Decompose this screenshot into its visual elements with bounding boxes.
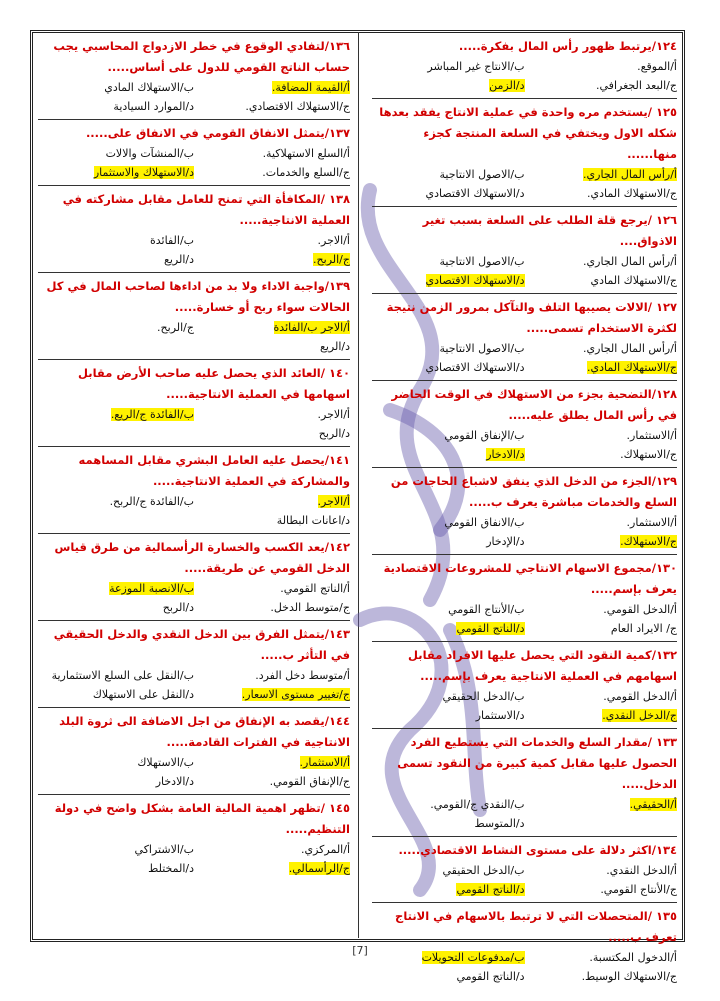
answer-option (194, 511, 350, 530)
question-text: ١٣٩/واجبة الاداء ولا بد من اداءها لصاحب المال في كل الحالات سواء ربح أو خسارة..... (46, 279, 350, 314)
answer-option-highlighted (194, 685, 350, 704)
answer-option-text: ب/مدفوعات التحويلات (421, 951, 525, 964)
answer-option-text: ب/الفائدة ج/الريع. (110, 408, 194, 421)
answer-option (194, 231, 350, 250)
question-block (372, 210, 677, 290)
answer-option (194, 144, 350, 163)
answer-option-text: ج/الأنتاج القومي. (600, 883, 677, 896)
answer-option-text: أ/الموقع. (637, 60, 677, 73)
answer-option-text: د/الإدخار (486, 535, 525, 548)
answer-option-text: د/الادخار (486, 448, 525, 461)
answer-option (372, 339, 525, 358)
answer-option-text: ج/ الايراد العام (610, 622, 677, 635)
question-separator (372, 467, 677, 468)
answer-option-highlighted (194, 318, 350, 337)
answer-option (372, 706, 525, 725)
question-text: ١٣٦/لتفادي الوقوع في خطر الازدواج المحاسبي يجب حساب الناتج القومي للدول على أساس..... (53, 39, 350, 74)
answer-option-text: ب/الفائدة (150, 234, 194, 247)
answer-option-text: ب/الاستهلاك المادي (104, 81, 194, 94)
question-block (372, 840, 677, 899)
answer-option-text: ب/الاشتراكي (134, 843, 194, 856)
answer-option-highlighted (372, 76, 525, 95)
answer-option-highlighted (194, 78, 350, 97)
answer-options (372, 426, 677, 464)
answer-option (194, 840, 350, 859)
answer-option-highlighted (525, 358, 678, 377)
answer-option (194, 579, 350, 598)
answer-option (38, 318, 194, 337)
answer-option-text: د/الزمن (489, 79, 525, 92)
answer-option-text: أ/الاستثمار. (626, 429, 677, 442)
answer-option (525, 252, 678, 271)
answer-option (194, 97, 350, 116)
answer-option-highlighted (372, 271, 525, 290)
answer-option (38, 78, 194, 97)
answer-option (372, 814, 525, 833)
answer-option (525, 76, 678, 95)
question-text: ١٣٤/اكثر دلالة على مستوى النشاط الاقتصادي..... (398, 843, 677, 857)
answer-option-text: د/الادخار (155, 775, 194, 788)
question-block (372, 645, 677, 725)
answer-options (372, 165, 677, 203)
question-text: ١٣٨ /المكافأة التي تمنح للعامل مقابل مشاركته في العملية الانتاجية..... (62, 192, 350, 227)
answer-options (372, 57, 677, 95)
answer-option (525, 426, 678, 445)
question-separator (38, 533, 350, 534)
answer-option-text: د/الريع (320, 340, 350, 353)
question-text: ١٢٩/الجزء من الدخل الذي ينفق لاشباع الحاجات من السلع والخدمات مباشرة يعرف ب..... (390, 474, 677, 509)
question-block (38, 537, 350, 617)
answer-option-text: د/الاستهلاك الاقتصادي (425, 361, 525, 374)
answer-option-text: د/الموارد السيادية (113, 100, 194, 113)
question-block (38, 450, 350, 530)
question-block (38, 711, 350, 791)
answer-options (372, 513, 677, 551)
answer-option (372, 967, 525, 986)
answer-option (372, 795, 525, 814)
question-text: ١٢٤/يرتبط ظهور رأس المال بفكرة..... (458, 39, 677, 53)
question-separator (38, 359, 350, 360)
answer-option (372, 687, 525, 706)
answer-option-highlighted (372, 445, 525, 464)
answer-option-text: ج/الاستهلاك المادي. (587, 361, 677, 374)
question-separator (372, 293, 677, 294)
answer-option-highlighted (38, 579, 194, 598)
answer-option-text: د/الريع (164, 253, 194, 266)
answer-option (525, 619, 678, 638)
answer-option (38, 511, 194, 530)
answer-option (372, 426, 525, 445)
question-block (372, 297, 677, 377)
answer-option-highlighted (194, 250, 350, 269)
answer-option-text: ج/الربح. (157, 321, 194, 334)
answer-option (372, 861, 525, 880)
answer-option-highlighted (194, 859, 350, 878)
answer-option-highlighted (525, 795, 678, 814)
question-text: ١٣٣ /مقدار السلع والخدمات التي يستطيع الفرد الحصول عليها مقابل كمية كبيرة من النقود تسمى الدخل..... (397, 735, 677, 791)
answer-option-text: أ/متوسط دخل الفرد. (255, 669, 350, 682)
answer-option-text: ب/الإنفاق القومي (444, 429, 525, 442)
answer-option-text: ج/متوسط الدخل. (270, 601, 350, 614)
answer-option (525, 57, 678, 76)
question-block (372, 558, 677, 638)
question-block (372, 732, 677, 833)
answer-option (525, 600, 678, 619)
answer-option-text: أ/الاستثمار. (626, 516, 677, 529)
question-block (372, 471, 677, 551)
answer-option (372, 184, 525, 203)
answer-option-highlighted (38, 405, 194, 424)
question-separator (372, 206, 677, 207)
left-column (38, 36, 350, 878)
answer-option-text: ب/الدخل الحقيقي (442, 690, 525, 703)
question-separator (38, 446, 350, 447)
answer-option-text: أ/الحقيقي. (629, 798, 677, 811)
answer-option-text: ب/المنشآت والالات (105, 147, 194, 160)
answer-option-text: ب/الاصول الانتاجية (439, 342, 525, 355)
question-separator (38, 620, 350, 621)
answer-option (38, 753, 194, 772)
answer-option-text: ب/النقل على السلع الاستثمارية (51, 669, 194, 682)
answer-option-highlighted (194, 492, 350, 511)
answer-option-text: ج/الدخل النقدي. (602, 709, 677, 722)
answer-option-text: أ/الاستثمار. (299, 756, 350, 769)
answer-option (372, 165, 525, 184)
answer-option-text: أ/الدخل النقدي. (606, 864, 677, 877)
answer-option (38, 840, 194, 859)
answer-option-text: ج/الاستهلاك. (620, 535, 677, 548)
answer-option (38, 685, 194, 704)
answer-option-text: ب/الانفاق القومي (444, 516, 525, 529)
answer-option-text: د/الاستثمار (475, 709, 525, 722)
question-text: ١٣٧/يتمثل الانفاق القومي في الانفاق على..... (85, 126, 350, 140)
answer-option-highlighted (525, 706, 678, 725)
answer-option-text: ب/الفائدة ج/الربح. (109, 495, 194, 508)
question-block (38, 276, 350, 356)
answer-option-highlighted (372, 619, 525, 638)
answer-option-text: أ/الدخل القومي. (603, 603, 677, 616)
answer-option-text: د/الاستهلاك الاقتصادي (425, 187, 525, 200)
question-block (372, 36, 677, 95)
question-separator (38, 794, 350, 795)
answer-option-text: أ/الناتج القومي. (280, 582, 350, 595)
answer-option-highlighted (525, 532, 678, 551)
answer-option-text: ب/الاصول الانتاجية (439, 168, 525, 181)
answer-option-text: ج/الربح. (313, 253, 350, 266)
page-number: [7] (352, 944, 368, 957)
answer-option-text: ج/الرأسمالي. (288, 862, 350, 875)
question-separator (38, 185, 350, 186)
answer-option-text: د/الربح (162, 601, 194, 614)
answer-option (525, 184, 678, 203)
answer-option-text: أ/رأس المال الجاري. (583, 255, 677, 268)
answer-option (525, 687, 678, 706)
answer-options (38, 666, 350, 704)
question-block (38, 36, 350, 116)
answer-option-text: د/الاستهلاك والاستثمار (93, 166, 194, 179)
answer-option (194, 405, 350, 424)
question-text: ١٤٢/يعد الكسب والخسارة الرأسمالية من طرق قياس الدخل القومي عن طريقة..... (54, 540, 350, 575)
answer-options (372, 252, 677, 290)
answer-option (372, 57, 525, 76)
answer-option (194, 772, 350, 791)
answer-option (38, 231, 194, 250)
answer-option (372, 252, 525, 271)
answer-option (38, 859, 194, 878)
answer-option (38, 144, 194, 163)
answer-option-text: ب/الانتاج غير المباشر (427, 60, 525, 73)
answer-option (38, 97, 194, 116)
question-text: ١٤٤/يقصد به الإنفاق من اجل الاضافة الى ثروة البلد الانتاجية في الفترات القادمة..... (59, 714, 350, 749)
answer-option-text: ج/السلع والخدمات. (262, 166, 350, 179)
question-text: ١٤٠ /العائد الذي يحصل عليه صاحب الأرض مقابل اسهامها في العملية الانتاجية..... (78, 366, 350, 401)
question-separator (372, 902, 677, 903)
answer-options (372, 861, 677, 899)
answer-option (38, 492, 194, 511)
answer-option-text: د/المختلط (148, 862, 194, 875)
answer-option (372, 358, 525, 377)
answer-option-text: ج/الاستهلاك الاقتصادي. (245, 100, 350, 113)
answer-option (194, 337, 350, 356)
answer-option-text: د/الناتج القومي (456, 622, 525, 635)
question-block (38, 123, 350, 182)
answer-options (38, 405, 350, 443)
answer-options (38, 144, 350, 182)
answer-option-highlighted (194, 753, 350, 772)
answer-option (38, 337, 194, 356)
answer-option-text: ب/النقدي ج/القومي. (430, 798, 525, 811)
question-text: ١٢٨/التضحية بجزء من الاستهلاك في الوقت الحاضر في رأس المال يطلق عليه..... (391, 387, 677, 422)
column-divider (358, 32, 359, 938)
answer-option (38, 598, 194, 617)
answer-option (194, 666, 350, 685)
answer-option-text: أ/رأس المال الجاري. (583, 168, 677, 181)
answer-option (38, 772, 194, 791)
answer-option-text: ب/الاصول الانتاجية (439, 255, 525, 268)
answer-option-text: د/النقل على الاستهلاك (92, 688, 194, 701)
answer-option-text: د/اعانات البطالة (276, 514, 350, 527)
answer-option-text: د/الناتج القومي (456, 970, 525, 983)
answer-option (372, 513, 525, 532)
answer-option-text: ج/الإنفاق القومي. (269, 775, 350, 788)
question-text: ١٣٢/كمية النقود التي يحصل عليها الافراد مقابل اسهامهم في العملية الانتاجية يعرف بإسم..... (408, 648, 677, 683)
answer-option-text: أ/المركزي. (300, 843, 350, 856)
question-separator (38, 272, 350, 273)
answer-option-text: أ/الدخل القومي. (603, 690, 677, 703)
question-block (372, 102, 677, 203)
answer-option-text: ب/الانصبة الموزعة (109, 582, 194, 595)
answer-option (372, 532, 525, 551)
question-separator (372, 380, 677, 381)
question-block (38, 189, 350, 269)
answer-option (38, 250, 194, 269)
answer-options (38, 840, 350, 878)
answer-option (525, 271, 678, 290)
question-block (38, 363, 350, 443)
answer-option-text: أ/رأس المال الجاري. (583, 342, 677, 355)
answer-option (525, 339, 678, 358)
answer-option (194, 598, 350, 617)
answer-option-text: ب/الأنتاج القومي (448, 603, 525, 616)
question-block (38, 624, 350, 704)
answer-option-text: د/الربح (318, 427, 350, 440)
answer-option (525, 445, 678, 464)
answer-options (372, 687, 677, 725)
answer-option-highlighted (38, 163, 194, 182)
question-text: ١٤٣/يتمثل الفرق بين الدخل النقدي والدخل الحقيقي في التأثر ب..... (53, 627, 350, 662)
answer-option-text: أ/الاجر ب/الفائدة (273, 321, 350, 334)
question-separator (372, 98, 677, 99)
answer-option-text: ج/البعد الجغرافي. (596, 79, 677, 92)
answer-option-text: د/الاستهلاك الاقتصادي (425, 274, 525, 287)
question-text: ١٢٧ /الالات يصيبها التلف والتآكل بمرور الزمن نتيجة لكثرة الاستخدام تسمى..... (386, 300, 677, 335)
answer-option-text: ج/الاستهلاك المادي. (587, 187, 677, 200)
question-separator (372, 836, 677, 837)
right-column (372, 36, 677, 986)
answer-options (372, 795, 677, 833)
answer-option-text: د/المتوسط (474, 817, 525, 830)
answer-options (372, 600, 677, 638)
answer-option-text: أ/السلع الاستهلاكية. (262, 147, 350, 160)
answer-option-text: ب/الدخل الحقيقي (442, 864, 525, 877)
answer-option (38, 666, 194, 685)
answer-option-text: أ/الاجر. (317, 408, 350, 421)
answer-option (525, 814, 678, 833)
question-text: ١٤٥ /تظهر اهمية المالية العامة بشكل واضح في دولة التنظيم..... (54, 801, 350, 836)
answer-option-text: د/الناتج القومي (456, 883, 525, 896)
answer-option-text: ج/تغيير مستوى الاسعار. (241, 688, 350, 701)
answer-option (525, 880, 678, 899)
question-text: ١٣٠/مجموع الاسهام الانتاجي للمشروعات الاقتصادية يعرف بإسم..... (383, 561, 677, 596)
answer-option-text: أ/الاجر. (317, 495, 350, 508)
answer-options (38, 78, 350, 116)
answer-option-text: أ/القيمة المضافة. (271, 81, 350, 94)
answer-option-text: أ/الدخول المكتسبة. (589, 951, 677, 964)
question-text: ١٣٥ /المتحصلات التي لا ترتبط بالاسهام في الانتاج تعرف ب..... (395, 909, 677, 944)
question-block (372, 384, 677, 464)
answer-option-text: أ/الاجر. (317, 234, 350, 247)
answer-options (38, 231, 350, 269)
question-text: ١٤١/يحصل عليه العامل البشري مقابل المساهمه والمشاركة في العملية الانتاجية..... (78, 453, 350, 488)
answer-option (194, 163, 350, 182)
answer-option (372, 600, 525, 619)
answer-option (38, 424, 194, 443)
question-block (38, 798, 350, 878)
answer-options (38, 492, 350, 530)
question-separator (38, 119, 350, 120)
answer-option (525, 513, 678, 532)
answer-option-text: ج/الاستهلاك. (620, 448, 677, 461)
answer-options (38, 318, 350, 356)
answer-option (194, 424, 350, 443)
answer-options (372, 339, 677, 377)
question-text: ١٢٦ /يرجع قلة الطلب على السلعة بسبب تغير الاذواق.... (422, 213, 677, 248)
answer-option-highlighted (372, 880, 525, 899)
question-text: ١٢٥ /يستخدم مره واحدة في عملية الانتاج يفقد بعدها شكله الاول ويختفي في السلعة المنتجة كجزء منها...... (379, 105, 677, 161)
answer-option-text: ج/الاستهلاك المادي (590, 274, 677, 287)
answer-options (38, 579, 350, 617)
answer-options (38, 753, 350, 791)
answer-option (525, 967, 678, 986)
answer-option-text: ج/الاستهلاك الوسيط. (581, 970, 677, 983)
answer-option-highlighted (525, 165, 678, 184)
question-separator (372, 554, 677, 555)
question-separator (372, 728, 677, 729)
question-separator (38, 707, 350, 708)
answer-option-text: ب/الاستهلاك (137, 756, 194, 769)
question-separator (372, 641, 677, 642)
answer-option (525, 861, 678, 880)
